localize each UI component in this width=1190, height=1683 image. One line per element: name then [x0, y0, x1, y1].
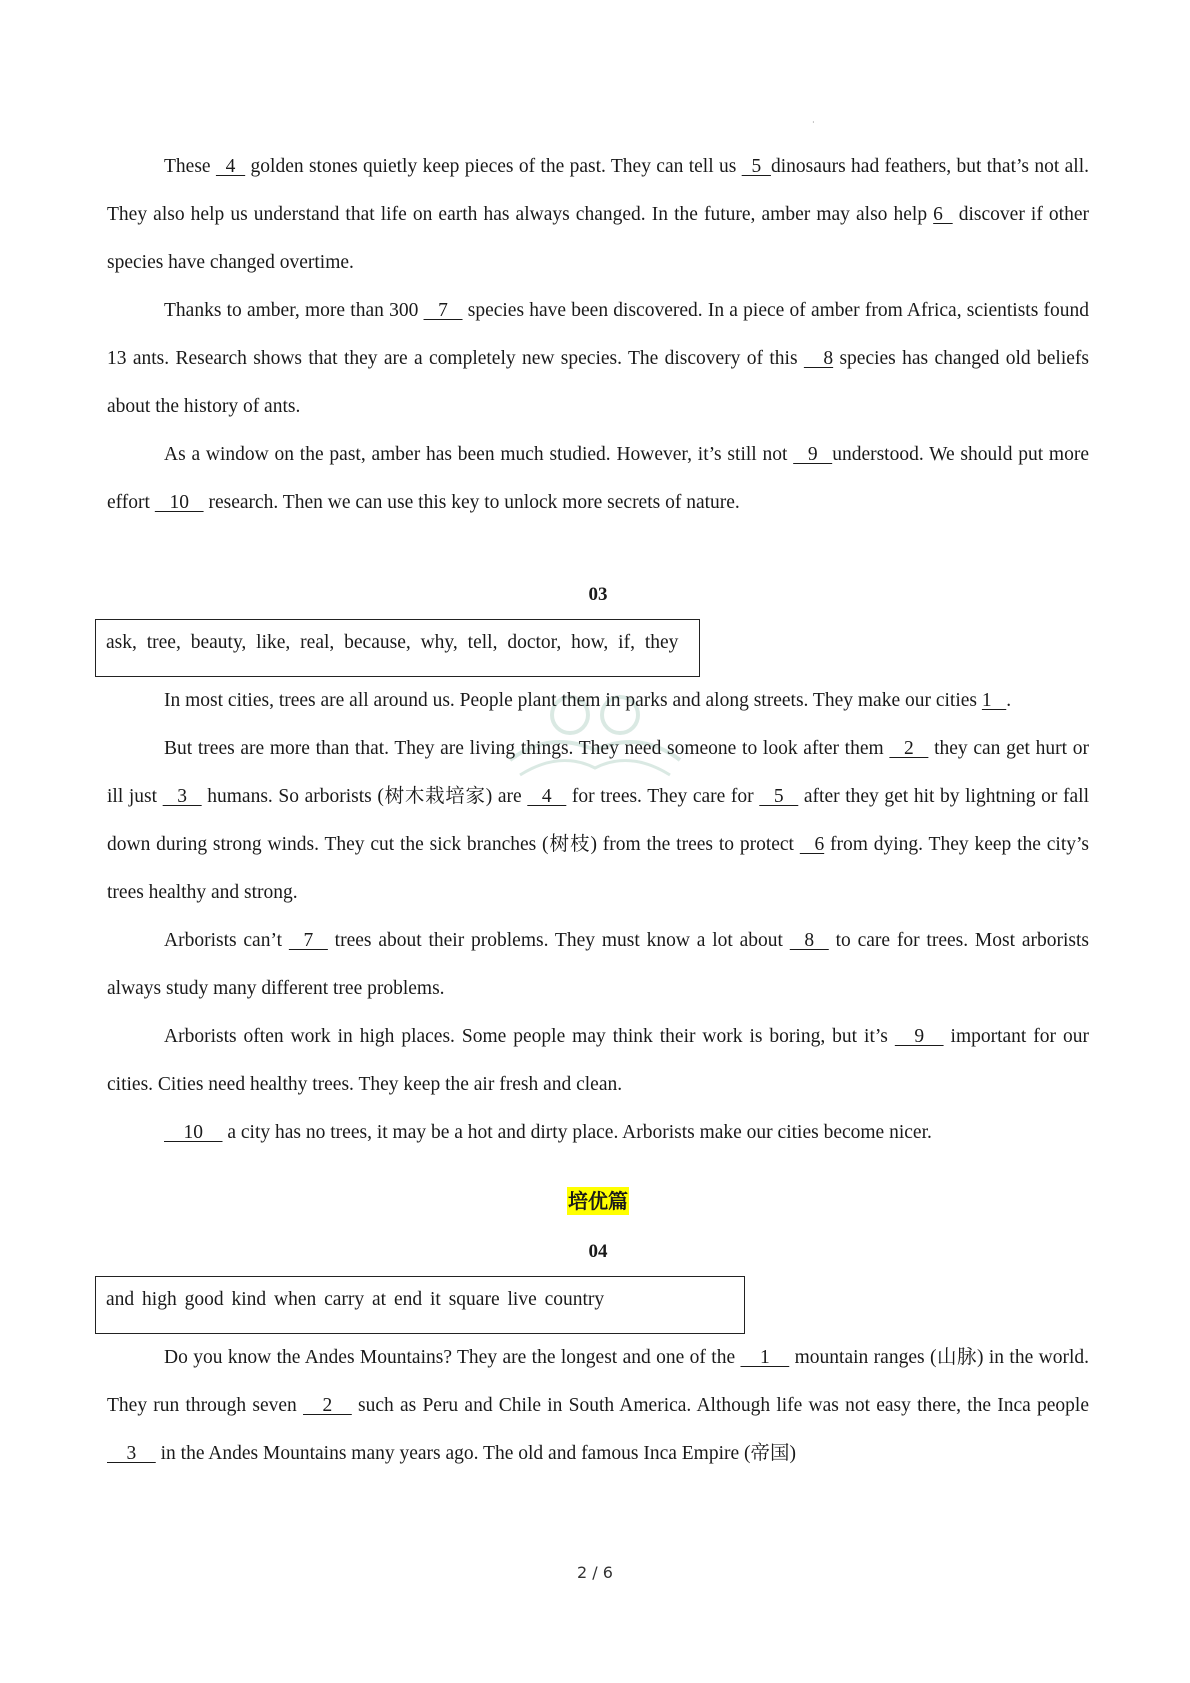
text: important for our cities. Cities need healthy trees. They keep the air fresh and clean.: [107, 1026, 1089, 1095]
page-content: [107, 143, 1089, 1478]
paragraph: [107, 431, 1089, 527]
text: discover if other species have changed overtime.: [107, 204, 1089, 273]
answer-blank[interactable]: 9: [894, 1026, 944, 1047]
text: a city has no trees, it may be a hot and dirty place. Arborists make our cities become nicer.: [222, 1122, 932, 1143]
word-bank-box: ask, tree, beauty, like, real, because, why, tell, doctor, how, if, they: [95, 619, 700, 677]
answer-blank[interactable]: 7: [423, 300, 463, 321]
text: Thanks to amber, more than 300: [164, 300, 424, 321]
advanced-section-label: [107, 1177, 1089, 1228]
text: mountain ranges (山脉) in the world. They run through seven: [107, 1347, 1089, 1416]
answer-blank[interactable]: 2: [889, 738, 929, 759]
text: in the Andes Mountains many years ago. The old and famous Inca Empire (帝国): [155, 1443, 797, 1464]
answer-blank[interactable]: 4: [215, 156, 246, 177]
text: Arborists often work in high places. Some people may think their work is boring, but it’s: [164, 1026, 895, 1047]
section-title: 04: [588, 1241, 608, 1262]
answer-blank[interactable]: 5: [741, 156, 771, 177]
highlighted-label: 培优篇: [568, 1189, 628, 1213]
answer-blank[interactable]: 9: [793, 444, 833, 465]
paragraph: [107, 287, 1089, 431]
text: such as Peru and Chile in South America. Although life was not easy there, the Inca people: [351, 1395, 1089, 1416]
answer-blank[interactable]: 10: [164, 1122, 223, 1143]
text: These: [164, 156, 216, 177]
text: In most cities, trees are all around us. People plant them in parks and along streets. They make our cities: [164, 690, 982, 711]
text: Arborists can’t: [164, 930, 289, 951]
text: to care for trees. Most arborists always study many different tree problems.: [107, 930, 1089, 999]
answer-blank[interactable]: 6: [933, 204, 953, 225]
scan-dot: ·: [812, 118, 815, 127]
paragraph: [107, 1013, 1089, 1109]
text: Do you know the Andes Mountains? They are the longest and one of the: [164, 1347, 741, 1368]
paragraph: [107, 677, 1089, 725]
paragraph: [107, 1109, 1089, 1157]
text: species has changed old beliefs about the history of ants.: [107, 348, 1089, 417]
answer-blank[interactable]: 8: [803, 348, 834, 369]
text: for trees. They care for: [566, 786, 760, 807]
answer-blank[interactable]: 3: [107, 1443, 156, 1464]
answer-blank[interactable]: 6: [799, 834, 825, 855]
text: they can get hurt or ill just: [107, 738, 1089, 807]
text: But trees are more than that. They are living things. They need someone to look after them: [164, 738, 890, 759]
text: trees about their problems. They must know a lot about: [327, 930, 790, 951]
paragraph: [107, 143, 1089, 287]
section-title: 03: [588, 584, 608, 605]
text: As a window on the past, amber has been much studied. However, it’s still not: [164, 444, 794, 465]
answer-blank[interactable]: 2: [303, 1395, 352, 1416]
answer-blank[interactable]: 4: [527, 786, 567, 807]
answer-blank[interactable]: 7: [288, 930, 328, 951]
text: golden stones quietly keep pieces of the past. They can tell us: [245, 156, 742, 177]
text: after they get hit by lightning or fall down during strong winds. They cut the sick branches (树枝) from the trees to protect: [107, 786, 1089, 855]
answer-blank[interactable]: 1: [740, 1347, 790, 1368]
paragraph: [107, 917, 1089, 1013]
word-bank-box: and high good kind when carry at end it square live country: [95, 1276, 745, 1334]
text: species have been discovered. In a piece of amber from Africa, scientists found 13 ants. Research shows that they are a completely new species. The discovery of this: [107, 300, 1089, 369]
text: research. Then we can use this key to unlock more secrets of nature.: [203, 492, 740, 513]
answer-blank[interactable]: 3: [162, 786, 202, 807]
answer-blank[interactable]: 5: [759, 786, 799, 807]
paragraph: [107, 725, 1089, 917]
text: dinosaurs had feathers, but that’s not all. They also help us understand that life on earth has always changed. In the future, amber may also help: [107, 156, 1090, 225]
paragraph: [107, 1334, 1089, 1478]
text: understood. We should put more effort: [107, 444, 1089, 513]
answer-blank[interactable]: 8: [789, 930, 829, 951]
answer-blank[interactable]: 10: [154, 492, 204, 513]
text: .: [1006, 690, 1012, 711]
text: humans. So arborists (树木栽培家) are: [201, 786, 528, 807]
text: from dying. They keep the city’s trees healthy and strong.: [107, 834, 1090, 903]
page-number: 2 / 6: [577, 1563, 613, 1582]
answer-blank[interactable]: 1: [981, 690, 1007, 711]
